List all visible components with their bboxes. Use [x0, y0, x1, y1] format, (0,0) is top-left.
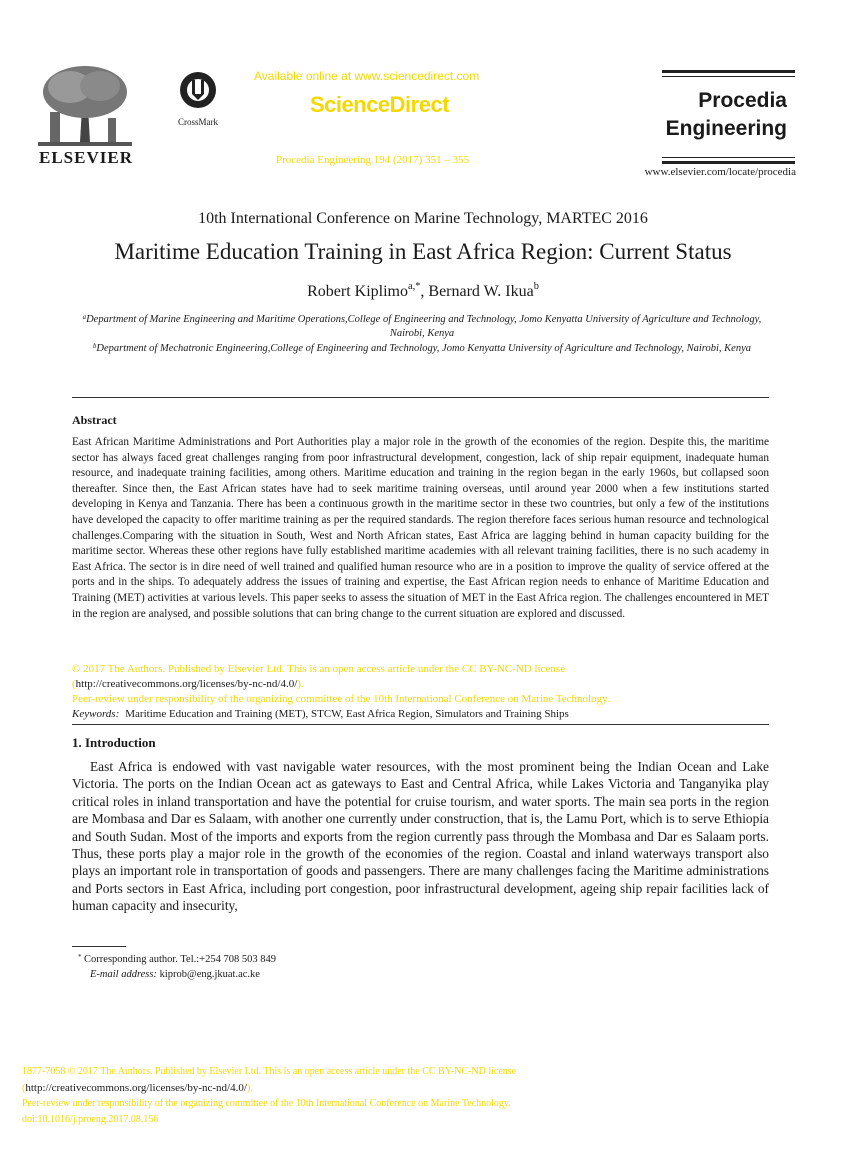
license-notice: © 2017 The Authors. Published by Elsevier Ltd. This is an open access article under the CC BY-NC-ND license — [72, 663, 566, 675]
peer-review-notice: Peer-review under responsibility of the organizing committee of the 10th International Conference on Marine Technology. — [72, 693, 610, 705]
journal-url[interactable]: www.elsevier.com/locate/procedia — [644, 166, 796, 178]
crossmark-badge[interactable] — [170, 70, 226, 127]
license-link[interactable]: http://creativecommons.org/licenses/by-nc-nd/4.0/ — [75, 678, 298, 690]
section-heading: 1. Introduction — [72, 735, 156, 750]
author-email: E-mail address: kiprob@eng.jkuat.ac.ke — [90, 969, 260, 980]
publisher-name: ELSEVIER — [39, 148, 133, 167]
footer-license-line: (http://creativecommons.org/licenses/by-nc-nd/4.0/). — [22, 1082, 253, 1094]
author-list: Robert Kiplimo$^{a,*}$, Bernard W. Ikua$^b$ — [307, 281, 539, 300]
corresponding-author: * Corresponding author. Tel.:+254 708 503 849 — [78, 954, 276, 965]
journal-reference: Procedia Engineering 194 (2017) 351 – 355 — [276, 154, 470, 166]
footer-doi[interactable]: doi:10.1016/j.proeng.2017.08.156 — [22, 1114, 159, 1125]
journal-title-box — [662, 70, 795, 164]
conference-name: 10th International Conference on Marine Technology, MARTEC 2016 — [198, 210, 648, 227]
abstract-heading: Abstract — [72, 413, 117, 427]
divider — [72, 397, 769, 398]
email-link[interactable]: kiprob@eng.jkuat.ac.ke — [159, 969, 260, 980]
abstract-text: East African Maritime Administrations and Port Authorities play a major role in the growth of the economies of the region. Despite this, the maritime sector has always faced great challenges ranging from poor infrastructural development, congestion, lack of ship repair equipment, inadequate human resource, and inadequate training facilities, among others. Maritime education and training in the region began in the early 1960s, but collapsed soon thereafter. Since then, the East African states have had to seek maritime training overseas, until around year 2000 when a few institutions started developing in Kenya and Tanzania. There has been a continuous growth in the maritime sector in these two countries, but only a few of the institutions have developed the capacity to offer maritime training as per the required standards. The region therefore faces serious human resource and technological challenges.Comparing with the situation in South, West and North African states, East Africa are lagging behind in human capacity building for the maritime sector. Whereas these other regions have fully established maritime academies with all relevant training facilities, there is no such academy in East Africa. The sector is in dire need of well trained and qualified human resource who are in a position to improve the quality of service offered at the ports and in the ships. To adequately address the issues of training and expertise, the East African region needs to enhance of Maritime Education and Training (MET) activities at various levels. This paper seeks to assess the situation of MET in the East Africa region. The challenges encountered in MET in the region are analysed, and possible solutions that can bring change to the current situation are explored and discussed. — [72, 436, 769, 620]
sciencedirect-logo: ScienceDirect — [310, 92, 450, 117]
affiliation-a: $^a$Department of Marine Engineering and Maritime Operations,College of Engineering and Technology, Jomo Kenyatta University of Agriculture and Technology, Nairobi, Kenya — [82, 314, 762, 339]
footer-issn: 1877-7058 © 2017 The Authors. Published by Elsevier Ltd. This is an open access article under the CC BY-NC-ND license — [22, 1066, 517, 1077]
crossmark-icon — [178, 70, 218, 110]
available-online: Available online at www.sciencedirect.com — [254, 69, 480, 83]
introduction-text: East Africa is endowed with vast navigable water resources, with the most prominent being the Indian Ocean and Lake Victoria. The ports on the Indian Ocean act as gateways to East and Central Africa, while Lakes Victoria and Tanganyika play critical roles in inland transportation and have the potential for cruise tourism, and water sports. The main sea ports in the region are Mombasa and Dar es Salaam, with another one currently under construction, that is, the Lamu Port, which is to serve Ethiopia and South Sudan. Most of the imports and exports from the region currently pass through the Mombasa and Dar es Salaam ports. Thus, these ports play a major role in the growth of the economies of the region. Coastal and inland waterways transport also plays an important role in transportation of goods and passengers. There are many challenges facing the Maritime administrations and Ports sectors in East Africa, including port congestion, poor infrastructural development, ageing ship repair facilities lack of human capacity and insecurity, — [72, 759, 769, 914]
footer-peer-review: Peer-review under responsibility of the organizing committee of the 10th International Conference on Marine Technology. — [22, 1098, 511, 1109]
journal-title: Procedia Engineering — [665, 89, 787, 140]
paper-title: Maritime Education Training in East Africa Region: Current Status — [114, 239, 732, 264]
divider — [72, 724, 769, 725]
crossmark-label: CrossMark — [178, 117, 218, 127]
license-link-line: (http://creativecommons.org/licenses/by-nc-nd/4.0/). — [72, 678, 304, 690]
footnote-rule — [72, 946, 126, 947]
affiliation-b: $^b$Department of Mechatronic Engineering,College of Engineering and Technology, Jomo Kenyatta University of Agriculture and Technology, Nairobi, Kenya — [92, 343, 751, 354]
footer-license-link[interactable]: http://creativecommons.org/licenses/by-nc-nd/4.0/ — [25, 1082, 247, 1094]
keywords: Keywords: Maritime Education and Training (MET), STCW, East Africa Region, Simulators and Training Ships — [72, 708, 569, 720]
